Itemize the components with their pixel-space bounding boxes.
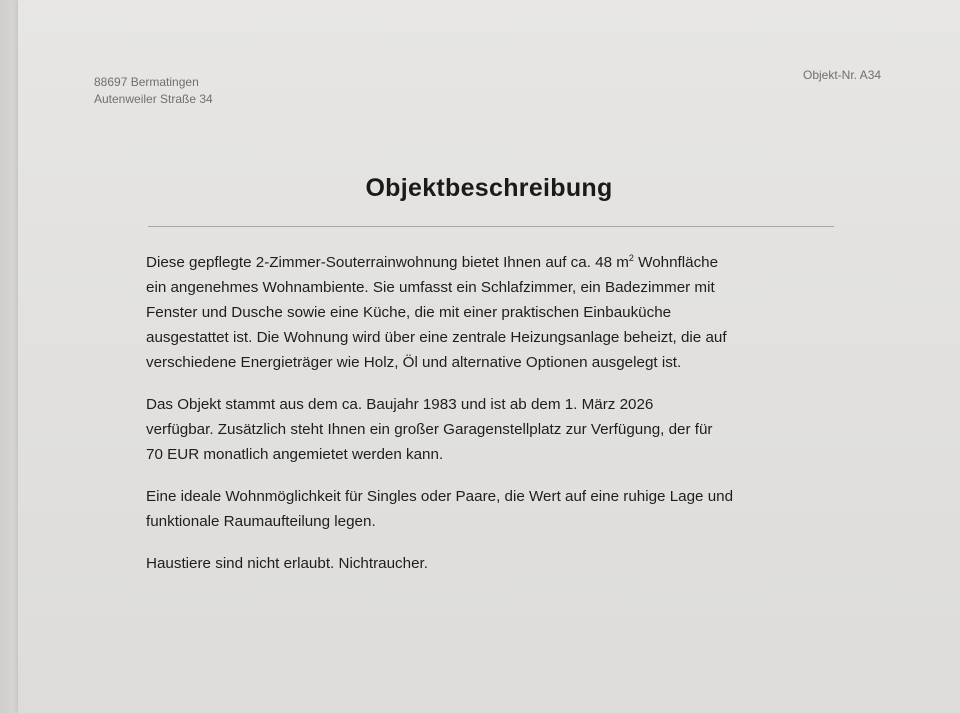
text-line: Diese gepflegte 2-Zimmer-Souterrainwohnung bietet Ihnen auf ca. 48 $m^2$ Wohnfläche <box>146 253 719 271</box>
text-line: Das Objekt stammt aus dem ca. Baujahr 1983 und ist ab dem 1. März 2026 <box>146 396 654 413</box>
text-line: verfügbar. Zusätzlich steht Ihnen ein großer Garagenstellplatz zur Verfügung, der für <box>146 421 713 438</box>
text-line: Fenster und Dusche sowie eine Küche, die mit einer praktischen Einbauküche <box>146 304 672 321</box>
paragraph-apartment <box>146 246 836 375</box>
paragraph-availability <box>146 392 836 467</box>
text-line: funktionale Raumaufteilung legen. <box>146 513 376 530</box>
title-divider <box>148 226 834 227</box>
description-body <box>146 246 836 593</box>
text-line: ausgestattet ist. Die Wohnung wird über eine zentrale Heizungsanlage beheizt, die auf <box>146 329 727 346</box>
object-number: Objekt-Nr. A34 <box>803 68 882 82</box>
superscript-two: 2 <box>628 253 634 263</box>
paper-sheet <box>18 0 960 713</box>
address-street: Autenweiler Straße 34 <box>94 92 213 106</box>
text-line: 70 EUR monatlich angemietet werden kann. <box>146 446 444 463</box>
address-postal-city: 88697 Bermatingen <box>94 75 199 89</box>
text-line: verschiedene Energieträger wie Holz, Öl und alternative Optionen ausgelegt ist. <box>146 354 682 371</box>
address-block <box>94 74 213 108</box>
text-line: Eine ideale Wohnmöglichkeit für Singles oder Paare, die Wert auf eine ruhige Lage und <box>146 488 734 505</box>
text-line: ein angenehmes Wohnambiente. Sie umfasst ein Schlafzimmer, ein Badezimmer mit <box>146 279 715 296</box>
paragraph-target-group <box>146 484 836 534</box>
paragraph-rules <box>146 551 836 576</box>
text-line: Haustiere sind nicht erlaubt. Nichtraucher. <box>146 555 428 572</box>
document-title: Objektbeschreibung <box>365 174 613 202</box>
